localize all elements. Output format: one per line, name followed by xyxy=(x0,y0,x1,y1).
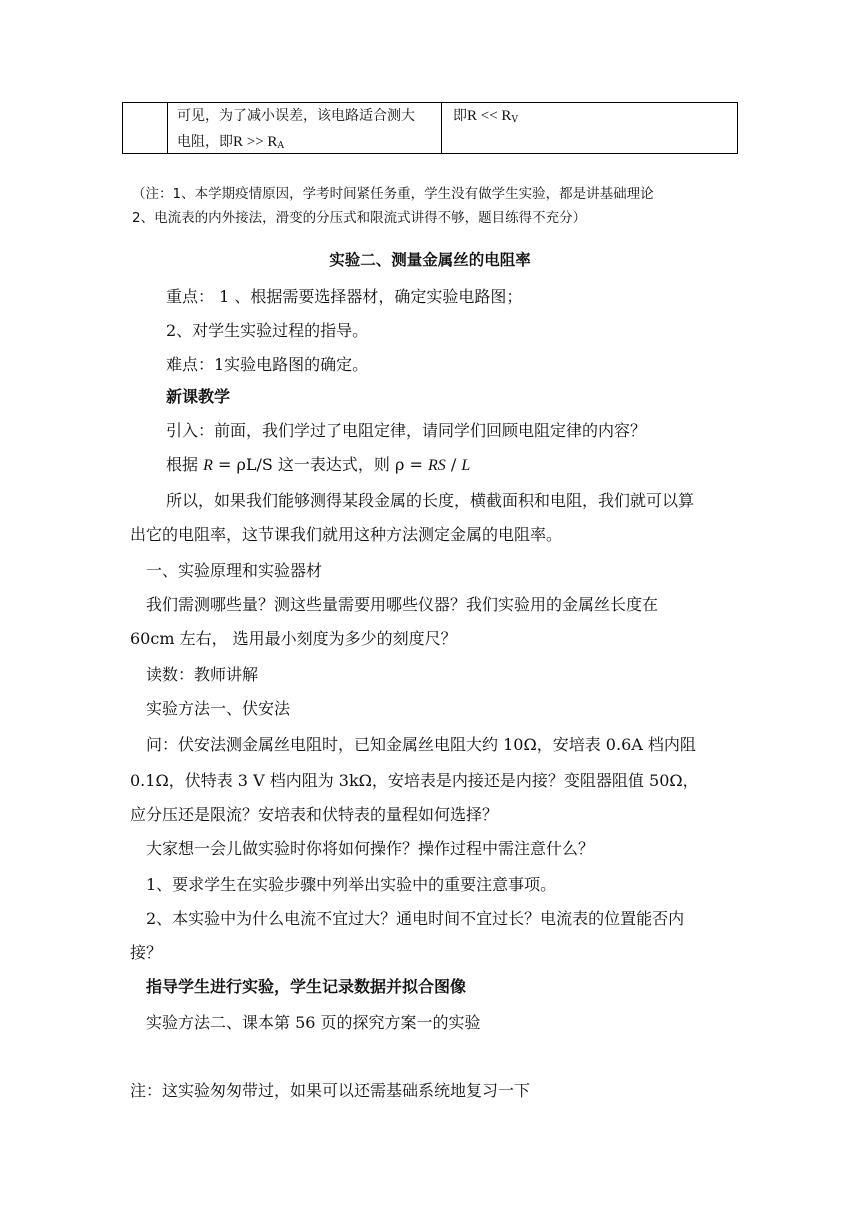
ask-line-3: 应分压还是限流？安培表和伏特表的量程如何选择？ xyxy=(130,805,499,824)
symbol-rs: RS xyxy=(428,457,446,474)
table-divider-1 xyxy=(167,103,168,153)
para-so-line-2: 出它的电阻率，这节课我们就用这种方法测定金属的电阻率。 xyxy=(130,525,563,544)
section-title: 实验二、测量金属丝的电阻率 xyxy=(329,251,531,269)
question-line-1: 我们需测哪些量？测这些量需要用哪些仪器？我们实验用的金属丝长度在 xyxy=(146,595,659,614)
intro: 引入：前面，我们学过了电阻定律，请同学们回顾电阻定律的内容？ xyxy=(166,421,647,440)
formula-line: 根据 R = ρL/S 这一表达式，则 ρ = RS / L xyxy=(166,455,471,474)
para-so-line-1: 所以，如果我们能够测得某段金属的长度，横截面积和电阻，我们就可以算 xyxy=(166,491,695,510)
table-cell-right: 即$R << R_V$ xyxy=(453,108,518,125)
formula-r-ll-rv: R << R xyxy=(467,108,512,124)
method-2: 实验方法二、课本第 56 页的探究方案一的实验 xyxy=(146,1013,481,1032)
formula-r-gg-ra: R >> R xyxy=(233,134,278,150)
ask-line-2: 0.1Ω，伏特表 3 V 档内阻为 3kΩ，安培表是内接还是内接？变阻器阻值 50Ω， xyxy=(130,771,699,790)
top-table xyxy=(122,102,738,154)
think: 大家想一会儿做实验时你将如何操作？操作过程中需注意什么？ xyxy=(146,839,595,858)
ask-line-1: 问：伏安法测金属丝电阻时，已知金属丝电阻大约 10Ω，安培表 0.6A 档内阻 xyxy=(146,735,696,754)
note-line-2: 2、电流表的内外接法，滑变的分压式和限流式讲得不够，题目练得不充分） xyxy=(132,210,587,226)
symbol-r: R xyxy=(203,457,213,474)
reading: 读数：教师讲解 xyxy=(146,665,259,684)
new-lesson-heading: 新课教学 xyxy=(166,387,231,406)
item-2-line-1: 2、本实验中为什么电流不宜过大？通电时间不宜过长？电流表的位置能否内 xyxy=(146,909,685,928)
note-line-1: （注：1、本学期疫情原因，学考时间紧任务重，学生没有做学生实验，都是讲基础理论 xyxy=(132,186,654,202)
item-1: 1、要求学生在实验步骤中列举出实验中的重要注意事项。 xyxy=(146,875,557,894)
guide-heading: 指导学生进行实验，学生记录数据并拟合图像 xyxy=(146,977,467,996)
difficulty: 难点：1实验电路图的确定。 xyxy=(166,355,369,374)
key-point-2: 2、对学生实验过程的指导。 xyxy=(166,321,369,340)
question-line-2: 60cm 左右， 选用最小刻度为多少的刻度尺？ xyxy=(130,629,457,648)
table-cell-middle xyxy=(177,103,415,159)
method-1: 实验方法一、伏安法 xyxy=(146,699,291,718)
symbol-l: L xyxy=(461,457,471,474)
table-divider-2 xyxy=(441,103,442,153)
sec1-heading: 一、实验原理和实验器材 xyxy=(146,561,323,580)
key-point-1: 重点： 1 、根据需要选择器材，确定实验电路图； xyxy=(166,287,523,306)
cell-middle-line1: 可见，为了减小误差，该电路适合测大 xyxy=(177,108,415,124)
item-2-line-2: 接？ xyxy=(130,943,163,962)
final-note: 注：这实验匆匆带过，如果可以还需基础系统地复习一下 xyxy=(130,1081,531,1100)
cell-middle-line2: 电阻，即$R >> R_A$ xyxy=(177,134,284,151)
